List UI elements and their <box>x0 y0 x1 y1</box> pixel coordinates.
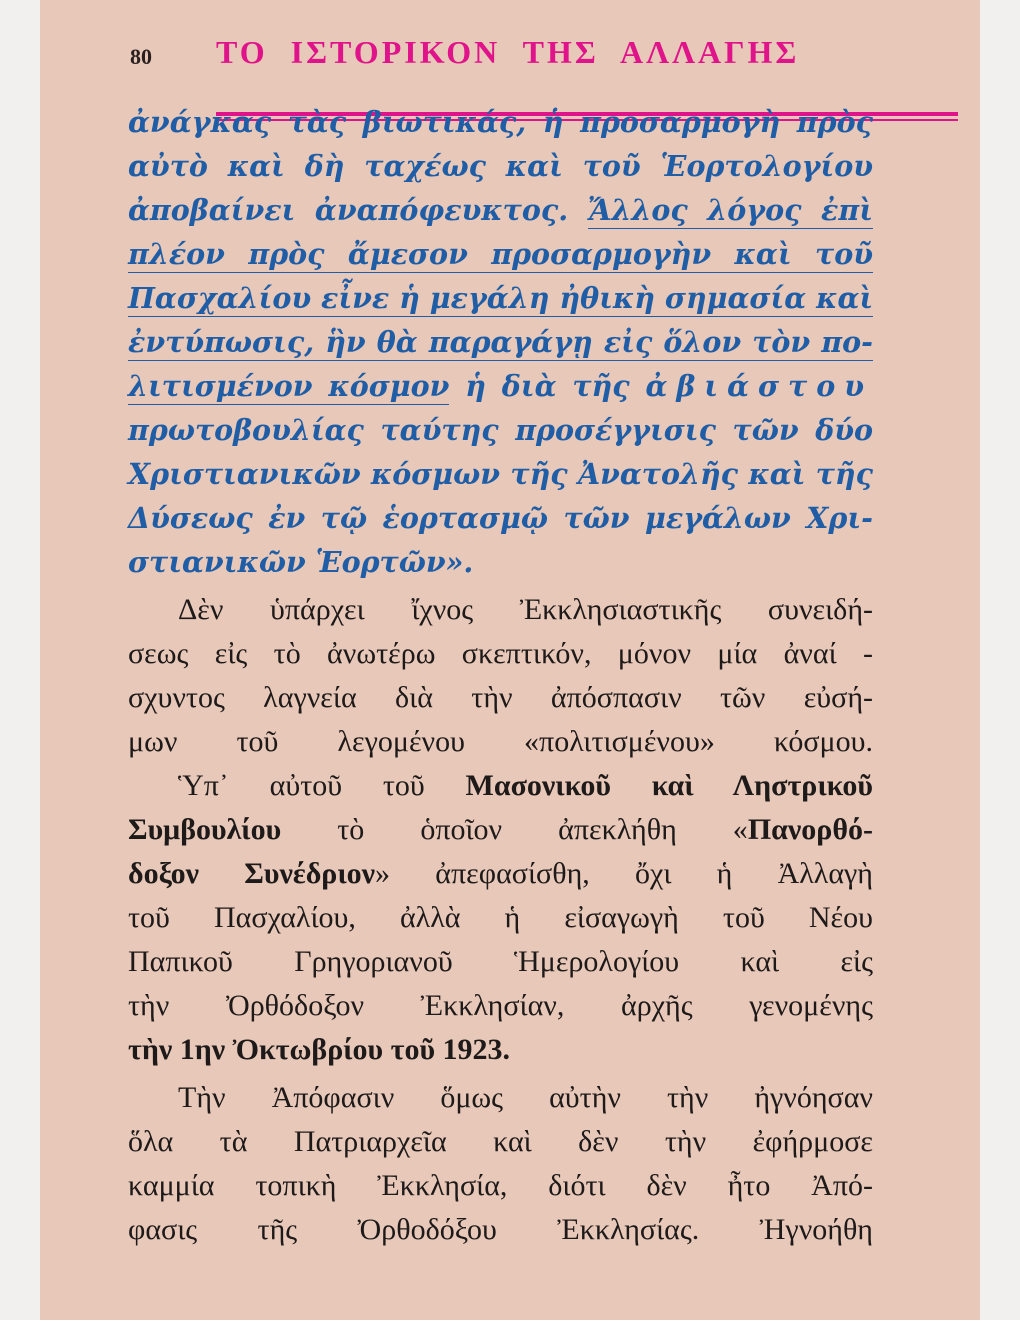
body-line: Τὴν Ἀπόφασιν ὅμως αὐτὴν τὴν ἠγνόησαν <box>178 1081 873 1114</box>
body-line: τοῦ Πασχαλίου, ἀλλὰ ἡ εἰσαγωγὴ τοῦ Νέου <box>128 901 873 934</box>
body-line: τὴν Ὀρθόδοξον Ἐκκλησίαν, ἀρχῆς γενομένης <box>128 989 873 1022</box>
body-line: σχυντος λαγνεία διὰ τὴν ἀπόσπασιν τῶν εὐσή- <box>128 681 873 714</box>
body-line: σεως εἰς τὸ ἀνωτέρω σκεπτικόν, μόνον μία ἀναί - <box>128 637 873 670</box>
quote-line: λιτισμένον κόσμον ἡ διὰ τῆς ἀβιάστου <box>128 369 873 403</box>
underlined-text: Πασχαλίου εἶνε ἡ μεγάλη ἠθικὴ σημασία καὶ <box>128 281 874 315</box>
spaced-emphasis: ἀβιάστου <box>645 369 873 403</box>
underlined-text: πλέον πρὸς ἄμεσον προσαρμογὴν καὶ τοῦ <box>128 237 873 271</box>
body-line: Παπικοῦ Γρηγοριανοῦ Ἡμερολογίου καὶ εἰς <box>128 945 873 978</box>
quote-line: αὐτὸ καὶ δὴ ταχέως καὶ τοῦ Ἑορτολογίου <box>128 149 873 183</box>
bold-text: τὴν 1ην Ὀκτωβρίου τοῦ 1923. <box>128 1033 511 1066</box>
quote-line: ἀνάγκας τὰς βιωτικάς, ἡ προσαρμογὴ πρὸς <box>128 105 873 139</box>
bold-text: Μασονικοῦ καὶ Ληστρικοῦ <box>465 769 874 802</box>
bold-text: Συμβουλίου <box>128 813 282 846</box>
bold-text: Πανορθό- <box>747 813 873 846</box>
quote-line <box>128 232 873 276</box>
quote-line: Δύσεως ἐν τῷ ἑορτασμῷ τῶν μεγάλων Χρι- <box>128 501 873 535</box>
body-line: δοξον Συνέδριον» ἀπεφασίσθη, ὄχι ἡ Ἀλλαγὴ <box>128 857 873 890</box>
body-line <box>128 1028 873 1072</box>
quote-line: πρωτοβουλίας ταύτης προσέγγισις τῶν δύο <box>128 413 873 447</box>
running-title: ΤΟ ΙΣΤΟΡΙΚΟΝ ΤΗΣ ΑΛΛΑΓΗΣ <box>216 34 800 70</box>
page-header <box>128 34 870 78</box>
quote-line: Χριστιανικῶν κόσμων τῆς Ἀνατολῆς καὶ τῆς <box>128 457 873 491</box>
body-line: φασις τῆς Ὀρθοδόξου Ἐκκλησίας. Ἠγνοήθη <box>128 1213 873 1246</box>
underlined-text: λιτισμένον κόσμον <box>128 369 450 403</box>
body-line: Ὑπ᾽ αὐτοῦ τοῦ Μασονικοῦ καὶ Ληστρικοῦ <box>178 769 874 802</box>
book-page <box>40 0 980 1320</box>
body-line: ὅλα τὰ Πατριαρχεῖα καὶ δὲν τὴν ἐφήρμοσε <box>128 1125 873 1158</box>
underlined-text: Ἄλλος λόγος ἐπὶ <box>587 193 873 227</box>
quote-line <box>128 276 873 320</box>
body-line: Συμβουλίου τὸ ὁποῖον ἀπεκλήθη «Πανορθό- <box>128 813 873 846</box>
quote-line <box>128 320 873 364</box>
quote-line: στιανικῶν Ἑορτῶν». <box>128 545 474 579</box>
body-line: καμμία τοπικὴ Ἐκκλησία, διότι δὲν ἦτο Ἀπό- <box>128 1169 873 1202</box>
body-line: μων τοῦ λεγομένου «πολιτισμένου» κόσμου. <box>128 725 873 758</box>
page-number: 80 <box>130 44 152 69</box>
quote-line: ἀποβαίνει ἀναπόφευκτος. Ἄλλος λόγος ἐπὶ <box>128 193 873 227</box>
body-line: Δὲν ὑπάρχει ἴχνος Ἐκκλησιαστικῆς συνειδή- <box>178 593 873 626</box>
bold-text: δοξον Συνέδριον <box>128 857 376 890</box>
underlined-text: ἐντύπωσις, ἣν θὰ παραγάγῃ εἰς ὅλον τὸν πο- <box>128 325 873 359</box>
